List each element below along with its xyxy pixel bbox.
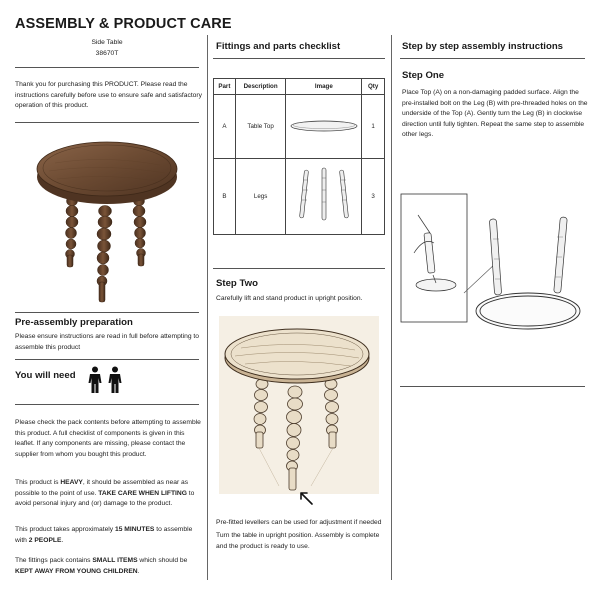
table-leg-front — [97, 206, 112, 303]
col-header-part: Part — [214, 79, 236, 95]
detail-inset — [401, 194, 467, 322]
arrow-icon — [298, 490, 314, 506]
product-code: 38670T — [95, 50, 119, 57]
parts-table — [213, 78, 385, 235]
part-image — [286, 95, 362, 159]
step-two-illustration — [219, 316, 379, 494]
divider — [15, 404, 199, 405]
assembly-time-note: This product takes approximately 15 MINUTES to assemble with 2 PEOPLE. — [15, 526, 193, 544]
diagram-leg-left — [489, 219, 501, 295]
two-people-icon — [86, 366, 126, 394]
divider — [15, 359, 199, 360]
step-two-text: Carefully lift and stand product in upright position. — [216, 295, 363, 302]
part-image — [286, 159, 362, 235]
table-row — [214, 159, 385, 235]
table-leg-right — [133, 196, 146, 266]
small-items-warning: The fittings pack contains SMALL ITEMS which should be KEPT AWAY FROM YOUNG CHILDREN. — [15, 557, 188, 575]
heavy-warning: This product is HEAVY, it should be assembled as near as possible to the point of use. TAKE CARE WHEN LIFTING to avoid personal injury and (or) damage to the product. — [15, 479, 195, 508]
diagram-leg-right — [554, 217, 568, 293]
page-title: ASSEMBLY & PRODUCT CARE — [15, 16, 232, 32]
part-letter: A — [214, 95, 236, 159]
sketch-table-top — [225, 329, 369, 379]
steps-heading: Step by step assembly instructions — [402, 41, 564, 52]
part-letter: B — [214, 159, 236, 235]
part-qty: 1 — [362, 95, 385, 159]
part-description: Table Top — [235, 95, 286, 159]
product-name: Side Table — [91, 39, 123, 46]
divider — [400, 58, 585, 59]
pre-assembly-heading: Pre-assembly preparation — [15, 317, 133, 328]
col-header-description: Description — [235, 79, 286, 95]
part-description: Legs — [235, 159, 286, 235]
step-one-heading: Step One — [402, 70, 445, 81]
table-leg-left — [66, 196, 79, 267]
intro-text: Thank you for purchasing this PRODUCT. Please read the instructions carefully before use to ensure safe and satisfactory operation of this product. — [15, 81, 202, 110]
step-one-diagram — [400, 193, 590, 333]
you-will-need-heading: You will need — [15, 370, 76, 381]
col-header-qty: Qty — [362, 79, 385, 95]
col-header-image: Image — [286, 79, 362, 95]
divider — [15, 312, 199, 313]
table-top-drawing — [289, 116, 359, 136]
table-row — [214, 95, 385, 159]
divider — [15, 67, 199, 68]
column-separator — [207, 35, 208, 580]
pack-contents-note: Please check the pack contents before attempting to assemble this product. A full checklist of components is given in this leaflet. If any components are missing, please contact the supplier from whom you bought this product. — [15, 419, 201, 458]
checklist-heading: Fittings and parts checklist — [216, 41, 341, 52]
completion-note: Turn the table in upright position. Assembly is complete and the product is ready to use. — [216, 532, 380, 550]
levellers-note: Pre-fitted levellers can be used for adjustment if needed — [216, 519, 382, 526]
table-top — [37, 142, 177, 196]
divider — [15, 122, 199, 123]
part-qty: 3 — [362, 159, 385, 235]
pre-assembly-text: Please ensure instructions are read in full before attempting to assemble this product — [15, 333, 200, 351]
divider — [213, 58, 385, 59]
divider — [400, 386, 585, 387]
legs-drawing — [289, 166, 359, 226]
divider — [213, 268, 385, 269]
step-one-text: Place Top (A) on a non-damaging padded surface. Align the pre-installed bolt on the Leg (B) with pre-threaded holes on the underside of the Top (A). Gently turn the Leg (B) in clockwise direction until fully tighten. Repeat the same step to assemble other legs. — [402, 89, 588, 139]
column-separator — [391, 35, 392, 580]
step-two-heading: Step Two — [216, 278, 258, 289]
table-header-row — [214, 79, 385, 95]
product-photo — [35, 133, 180, 308]
